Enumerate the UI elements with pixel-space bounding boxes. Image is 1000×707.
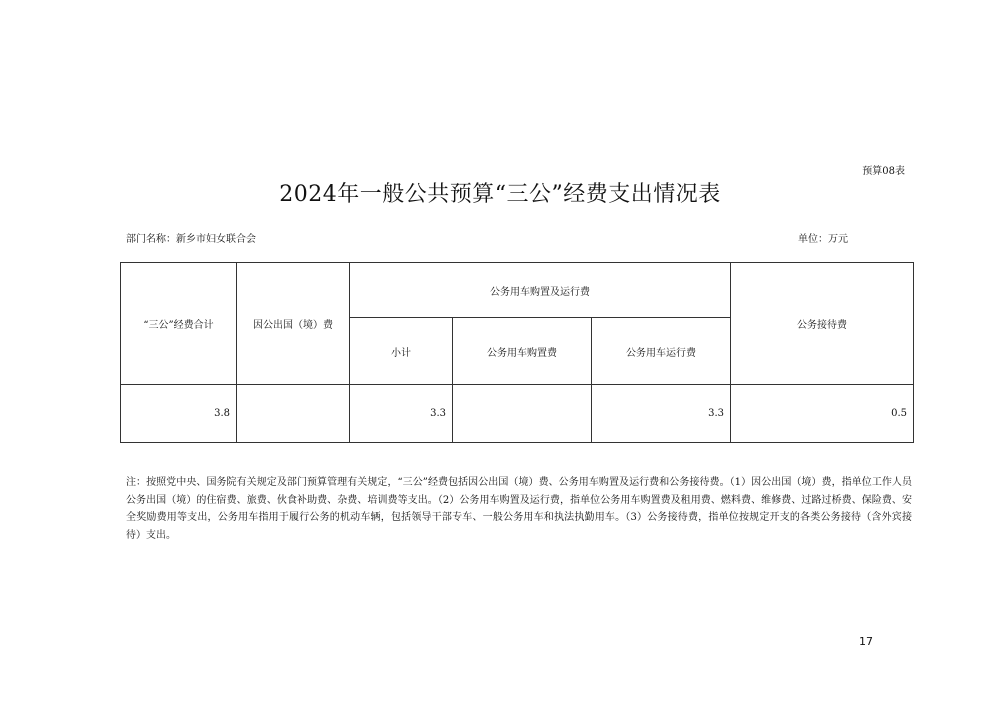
cell-vehicle-operation: 3.3 [592, 385, 731, 443]
page-number: 17 [859, 635, 873, 648]
header-vehicle-group: 公务用车购置及运行费 [350, 263, 731, 318]
header-vehicle-subtotal: 小计 [350, 318, 453, 385]
header-vehicle-purchase: 公务用车购置费 [453, 318, 592, 385]
footnote: 注：按照党中央、国务院有关规定及部门预算管理有关规定，“三公”经费包括因公出国（境）费、公务用车购置及运行费和公务接待费。（1）因公出国（境）费，指单位工作人员公务出国（境）的住宿费、旅费、伙食补助费、杂费、培训费等支出。（2）公务用车购置及运行费，指单位公务用车购置费及租用费、燃料费、维修费、过路过桥费、保险费、安全奖励费用等支出，公务用车指用于履行公务的机动车辆，包括领导干部专车、一般公务用车和执法执勤用车。（3）公务接待费，指单位按规定开支的各类公务接待（含外宾接待）支出。 [126, 477, 912, 541]
cell-vehicle-subtotal: 3.3 [350, 385, 453, 443]
budget-table [120, 262, 914, 443]
table-row [121, 385, 914, 443]
table-code: 预算08表 [862, 166, 905, 177]
page-title: 2024年一般公共预算“三公”经费支出情况表 [279, 182, 721, 207]
header-vehicle-operation: 公务用车运行费 [592, 318, 731, 385]
header-reception: 公务接待费 [731, 263, 914, 385]
cell-total: 3.8 [121, 385, 237, 443]
unit-label: 单位：万元 [798, 234, 848, 245]
header-overseas: 因公出国（境）费 [237, 263, 350, 385]
header-row-1 [121, 263, 914, 318]
cell-reception: 0.5 [731, 385, 914, 443]
cell-vehicle-purchase [453, 385, 592, 443]
department-name: 部门名称：新乡市妇女联合会 [126, 234, 256, 245]
cell-overseas [237, 385, 350, 443]
header-total: “三公”经费合计 [121, 263, 237, 385]
